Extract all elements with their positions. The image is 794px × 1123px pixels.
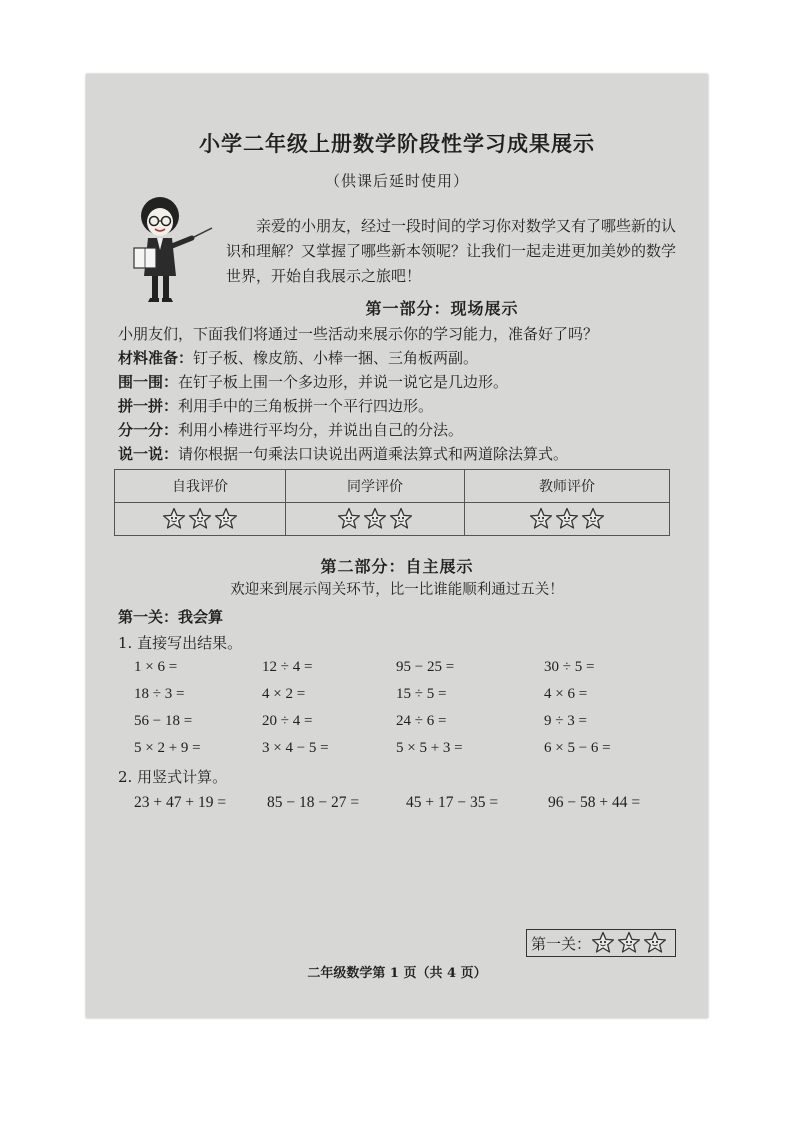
activity-item: 围一围：在钉子板上围一个多边形，并说一说它是几边形。 [118,373,509,391]
calc-item: 15 ÷ 5 = [396,686,447,702]
part1-heading: 第一部分：现场展示 [365,299,519,318]
activity-item: 材料准备：钉子板、橡皮筋、小棒一捆、三角板两副。 [118,349,479,367]
star-icon[interactable] [389,507,413,531]
eval-header-peer: 同学评价 [286,470,465,503]
eval-header-teacher: 教师评价 [465,470,670,503]
level1-score-label: 第一关： [531,934,592,953]
calc-item: 30 ÷ 5 = [544,659,595,675]
star-icon[interactable] [581,507,605,531]
star-icon[interactable] [643,931,667,955]
calc-item: 3 × 4 − 5 = [262,740,329,756]
part2-heading: 第二部分：自主展示 [320,557,474,576]
page-subtitle: （供课后延时使用） [324,172,469,190]
vertical-calc-item: 23 + 47 + 19 = [134,794,227,811]
vertical-calc-item: 96 − 58 + 44 = [548,794,641,811]
eval-stars-teacher[interactable] [465,503,670,536]
star-icon[interactable] [555,507,579,531]
calc-item: 5 × 5 + 3 = [396,740,463,756]
vertical-calc-item: 45 + 17 − 35 = [406,794,499,811]
star-icon[interactable] [162,507,186,531]
vertical-calc-item: 85 − 18 − 27 = [267,794,360,811]
question-2-label: 2. 用竖式计算。 [118,768,228,786]
part1-activity-list [118,346,688,466]
star-icon[interactable] [591,931,615,955]
calc-item: 4 × 2 = [262,686,306,702]
calc-item: 95 − 25 = [396,659,455,675]
star-icon[interactable] [337,507,361,531]
part2-lead: 欢迎来到展示闯关环节，比一比谁能顺利通过五关！ [230,582,564,598]
activity-item: 说一说：请你根据一句乘法口诀说出两道乘法算式和两道除法算式。 [118,445,569,463]
star-icon[interactable] [214,507,238,531]
activity-item: 拼一拼：利用手中的三角板拼一个平行四边形。 [118,397,434,415]
star-icon[interactable] [363,507,387,531]
calc-item: 6 × 5 − 6 = [544,740,611,756]
star-icon[interactable] [529,507,553,531]
calc-item: 18 ÷ 3 = [134,686,185,702]
calc-item: 1 × 6 = [134,659,178,675]
calc-item: 24 ÷ 6 = [396,713,447,729]
star-icon[interactable] [188,507,212,531]
eval-stars-peer[interactable] [286,503,465,536]
level1-title: 第一关：我会算 [118,608,224,626]
level1-score-stars[interactable] [591,931,667,955]
activity-item: 分一分：利用小棒进行平均分，并说出自己的分法。 [118,421,464,439]
eval-header-self: 自我评价 [115,470,286,503]
intro-paragraph: 亲爱的小朋友，经过一段时间的学习你对数学又有了哪些新的认识和理解？又掌握了哪些新本领呢？让我们一起走进更加美妙的数学世界，开始自我展示之旅吧！ [226,217,677,285]
calc-item: 56 − 18 = [134,713,193,729]
page-footer: 二年级数学第 1 页（共 4 页） [307,966,487,981]
calc-item: 20 ÷ 4 = [262,713,313,729]
calc-item: 5 × 2 + 9 = [134,740,201,756]
eval-stars-self[interactable] [115,503,286,536]
calc-item: 9 ÷ 3 = [544,713,587,729]
star-icon[interactable] [617,931,641,955]
calc-item: 4 × 6 = [544,686,588,702]
worksheet-page [86,74,708,1018]
level1-score-box [526,929,676,957]
part1-lead: 小朋友们，下面我们将通过一些活动来展示你的学习能力，准备好了吗？ [118,325,599,343]
question-1-label: 1. 直接写出结果。 [118,634,243,652]
page-title: 小学二年级上册数学阶段性学习成果展示 [199,131,595,156]
evaluation-table [114,469,670,536]
calc-item: 12 ÷ 4 = [262,659,313,675]
